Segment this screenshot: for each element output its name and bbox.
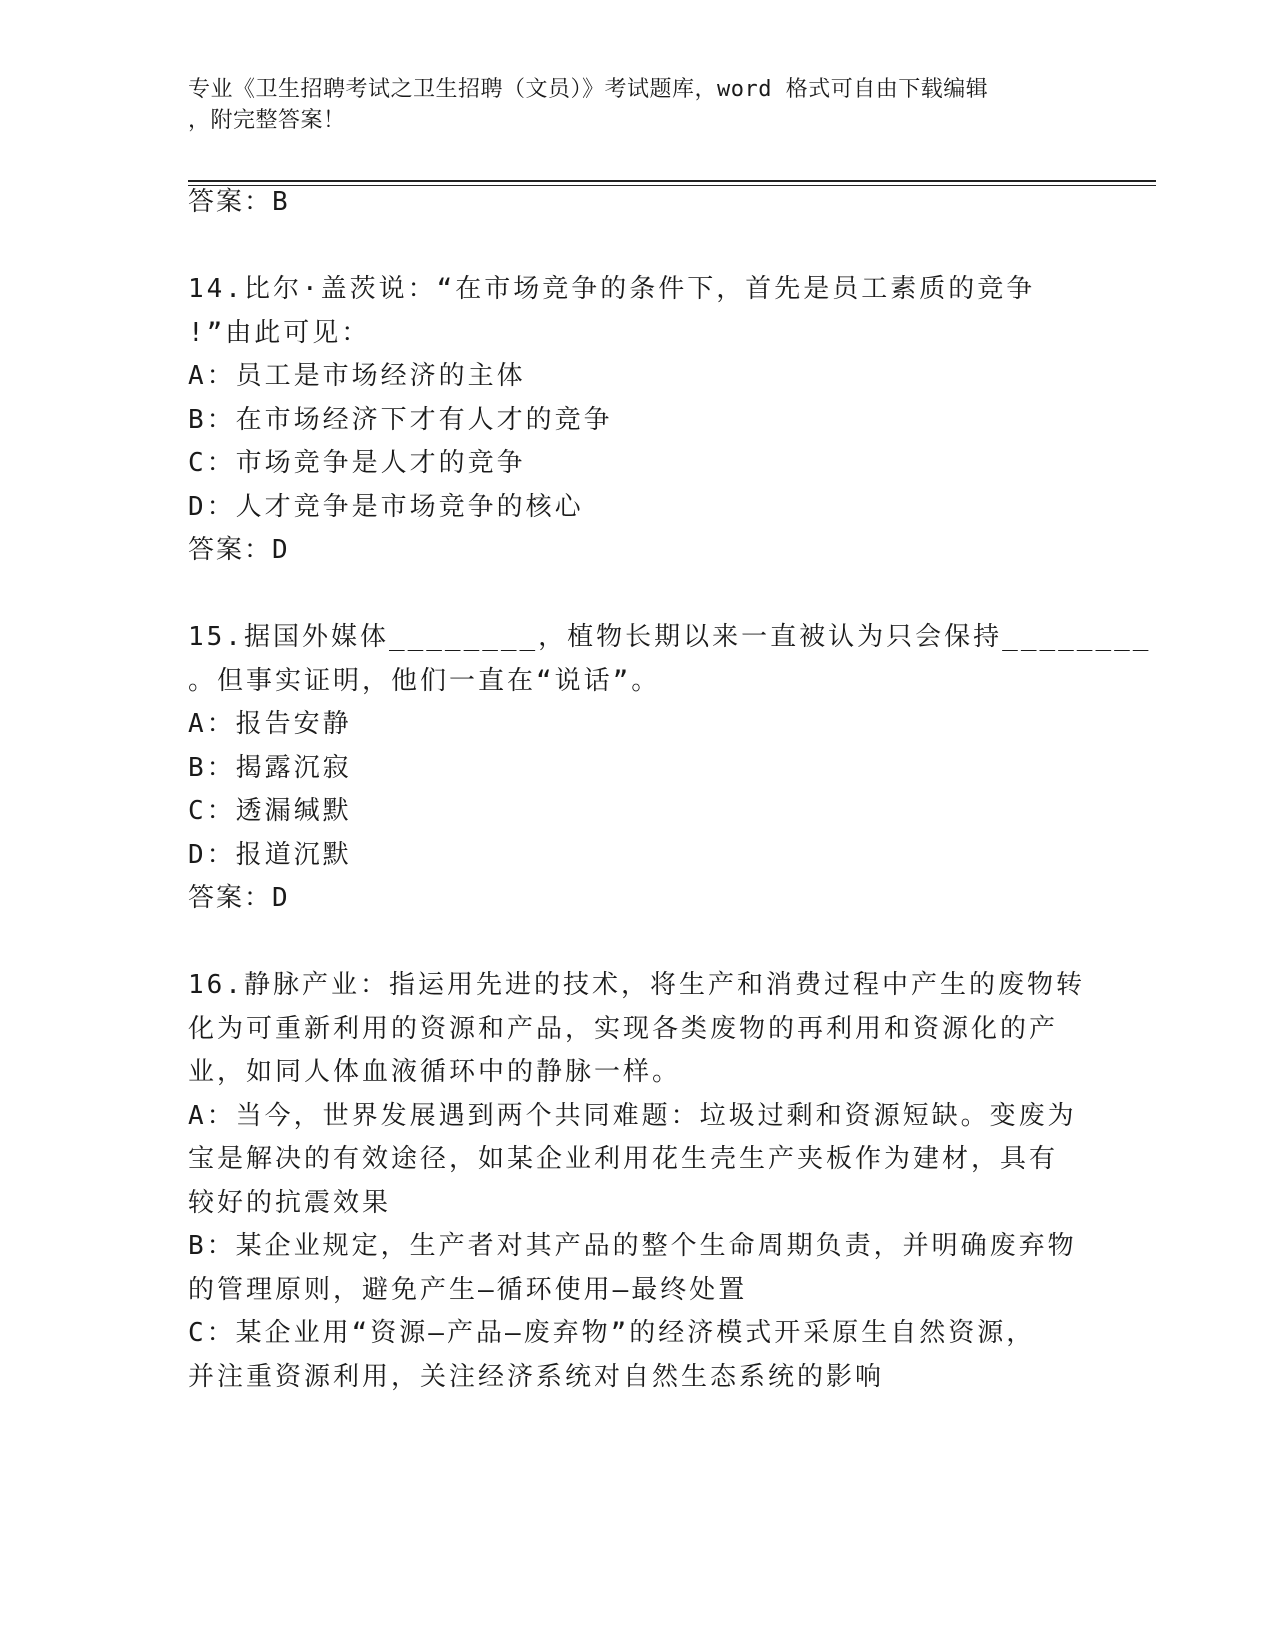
q16-stem-line-1: 16.静脉产业：指运用先进的技术，将生产和消费过程中产生的废物转 xyxy=(188,970,1085,1000)
q16-option-a-line-1: A：当今，世界发展遇到两个共同难题：垃圾过剩和资源短缺。变废为 xyxy=(188,1101,1077,1131)
q16-stem-line-3: 业，如同人体血液循环中的静脉一样。 xyxy=(188,1057,682,1087)
q16-option-a-line-3: 较好的抗震效果 xyxy=(188,1188,392,1218)
q14-answer: 答案：D xyxy=(188,535,290,565)
q16-option-c-line-1: C：某企业用“资源—产品—废弃物”的经济模式开采原生自然资源， xyxy=(188,1318,1036,1348)
document-header xyxy=(188,74,1068,136)
q15-option-b: B：揭露沉寂 xyxy=(188,753,352,783)
header-line-1: 专业《卫生招聘考试之卫生招聘（文员）》考试题库，word 格式可自由下载编辑 xyxy=(188,77,989,102)
q16-option-c-line-2: 并注重资源利用，关注经济系统对自然生态系统的影响 xyxy=(188,1362,885,1392)
q14-option-c: C：市场竞争是人才的竞争 xyxy=(188,448,526,478)
q16-option-a-line-2: 宝是解决的有效途径，如某企业利用花生壳生产夹板作为建材，具有 xyxy=(188,1144,1059,1174)
q14-stem-line-1: 14.比尔·盖茨说：“在市场竞争的条件下，首先是员工素质的竞争 xyxy=(188,274,1036,304)
header-line-2: ，附完整答案！ xyxy=(188,108,346,133)
q14-option-d: D：人才竞争是市场竞争的核心 xyxy=(188,492,584,522)
q16-option-b-line-2: 的管理原则，避免产生—循环使用—最终处置 xyxy=(188,1275,748,1305)
q14-stem-line-2: !”由此可见： xyxy=(188,318,371,348)
q15-option-d: D：报道沉默 xyxy=(188,840,352,870)
q15-stem-line-1: 15.据国外媒体________，植物长期以来一直被认为只会保持________ xyxy=(188,622,1152,652)
q15-stem-line-2: 。但事实证明，他们一直在“说话”。 xyxy=(188,666,661,696)
q14-option-a: A：员工是市场经济的主体 xyxy=(188,361,526,391)
q15-option-c: C：透漏缄默 xyxy=(188,796,352,826)
q16-option-b-line-1: B：某企业规定，生产者对其产品的整个生命周期负责，并明确废弃物 xyxy=(188,1231,1077,1261)
q14-option-b: B：在市场经济下才有人才的竞争 xyxy=(188,405,613,435)
header-divider-thin xyxy=(188,185,1156,186)
q16-stem-line-2: 化为可重新利用的资源和产品，实现各类废物的再利用和资源化的产 xyxy=(188,1014,1059,1044)
q15-option-a: A：报告安静 xyxy=(188,709,352,739)
header-divider-thick xyxy=(188,180,1156,182)
q15-answer: 答案：D xyxy=(188,883,290,913)
q13-answer: 答案：B xyxy=(188,187,290,217)
